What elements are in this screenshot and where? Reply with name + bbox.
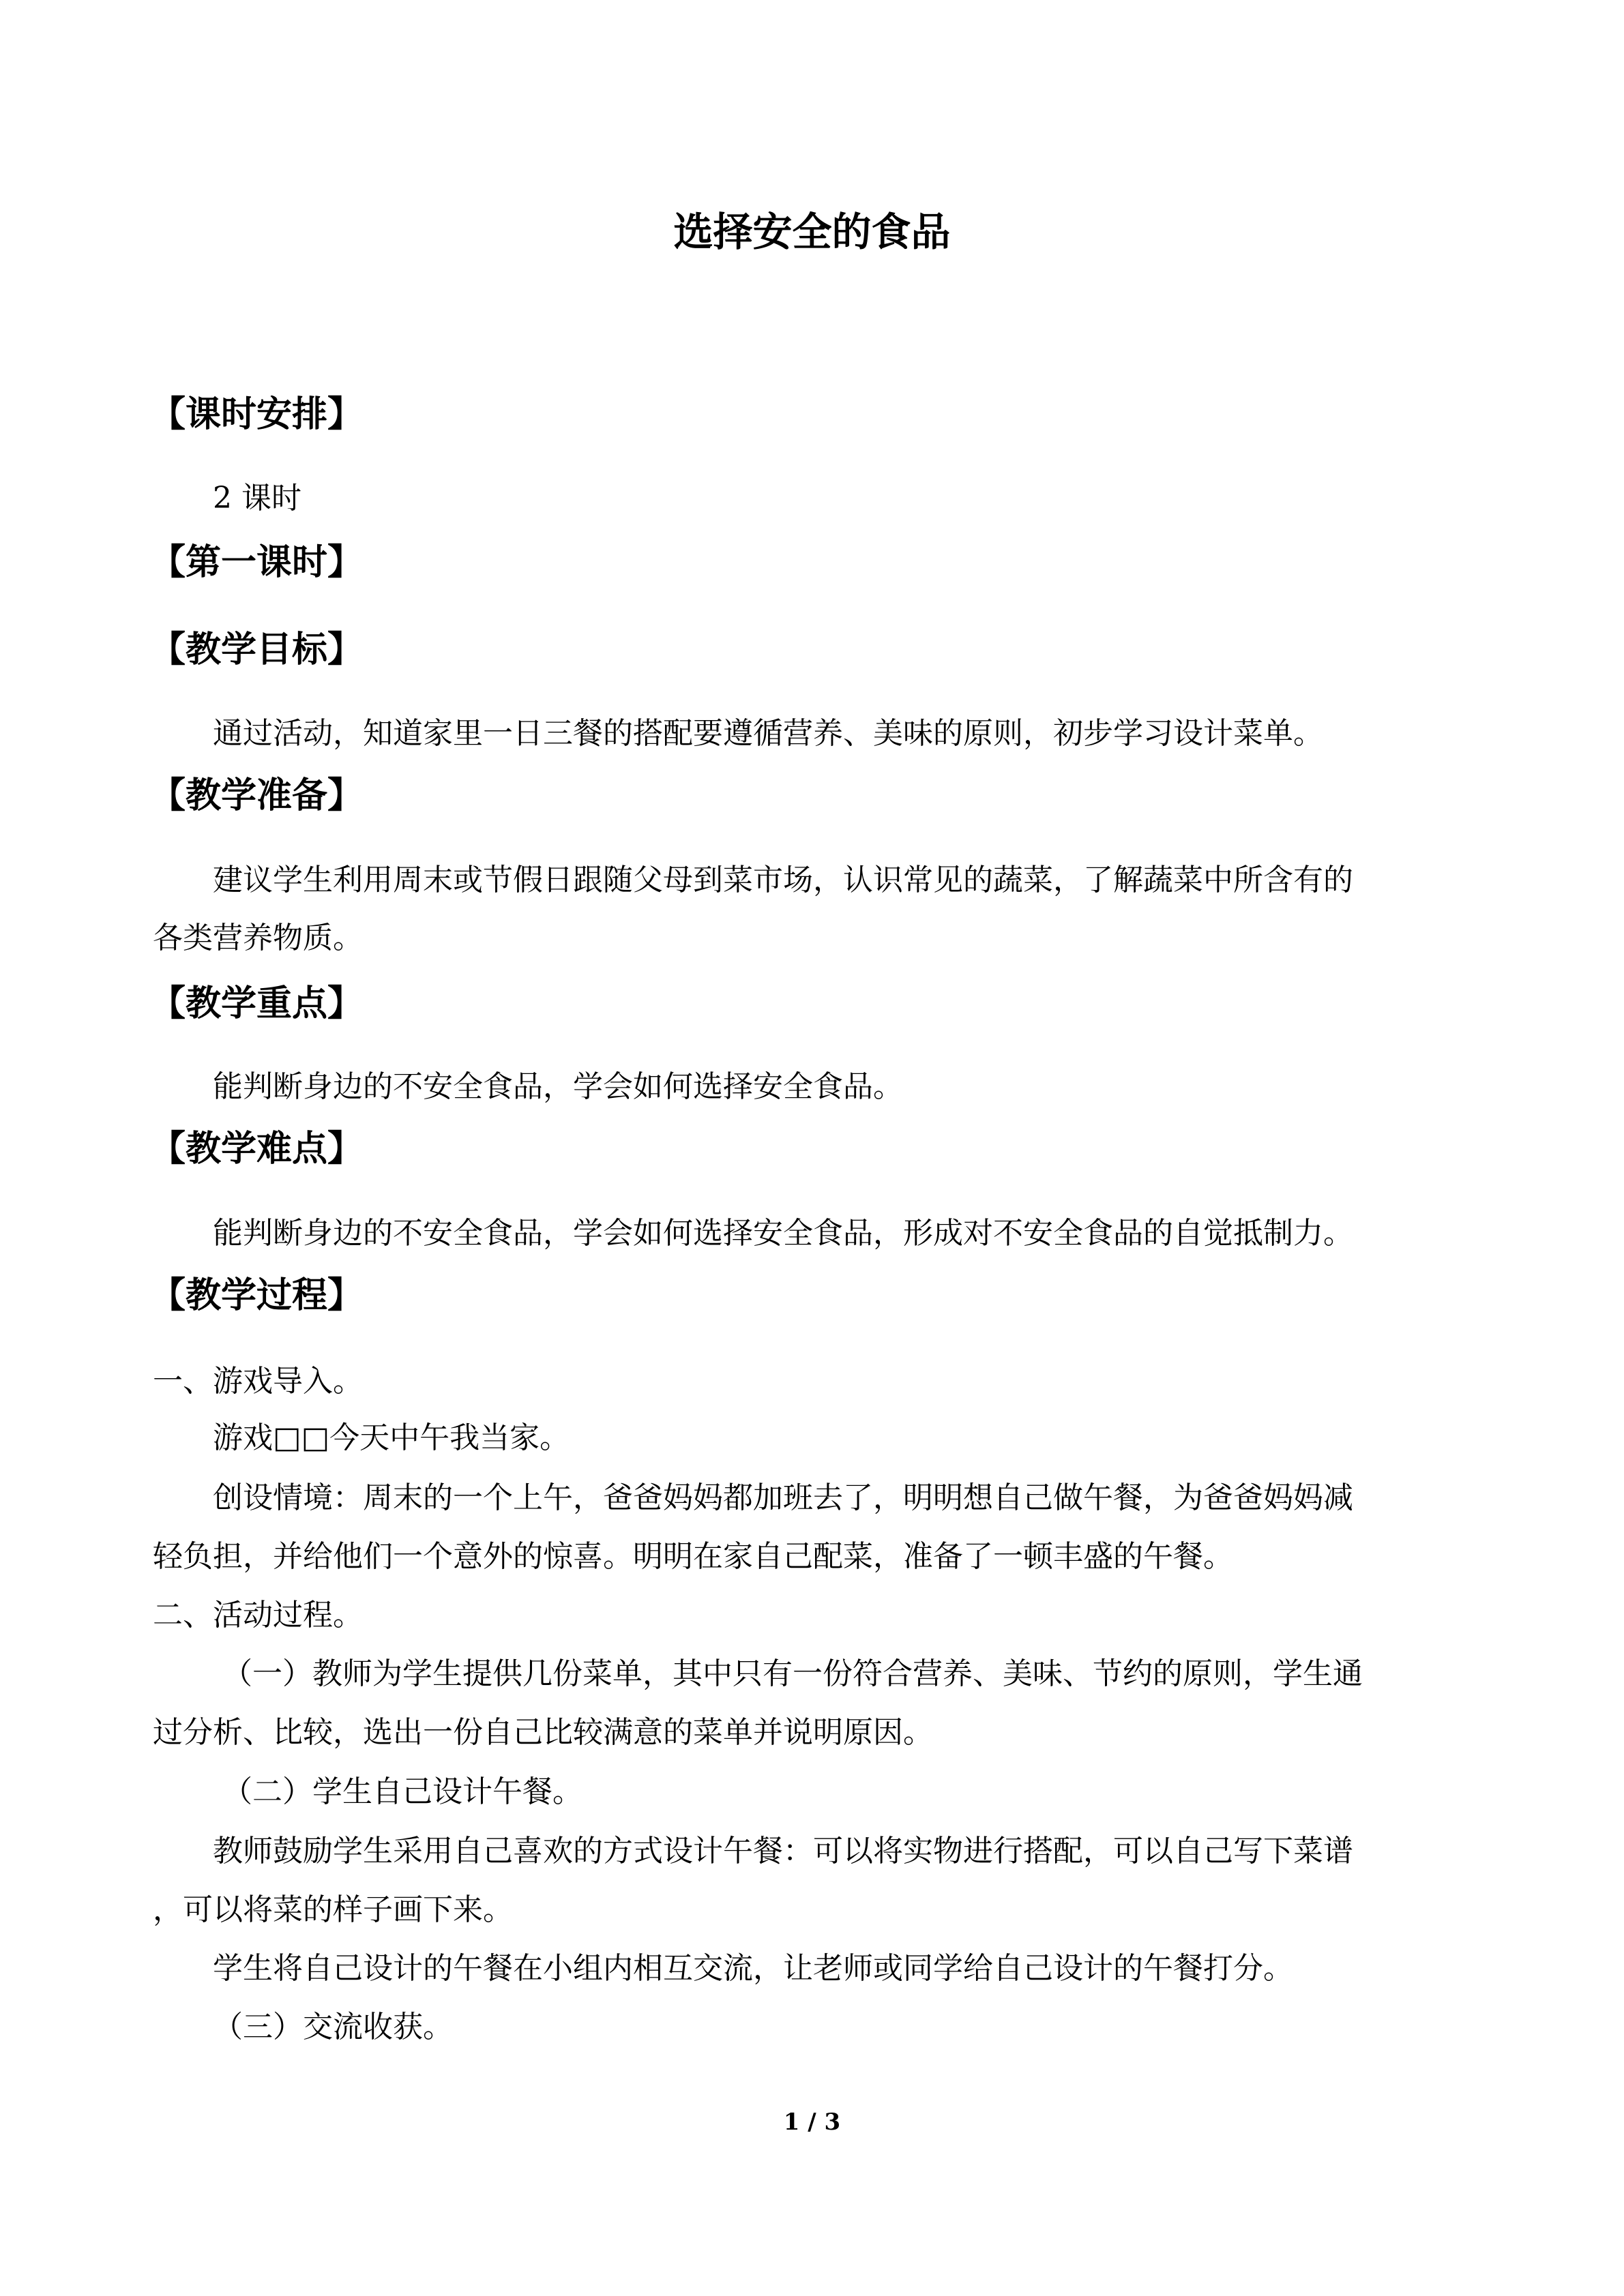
heading-key-points: 【教学重点】 [150,983,364,1024]
heading-preparation: 【教学准备】 [150,775,364,816]
sub2-title: （二）学生自己设计午餐。 [222,1774,582,1809]
scenario-line-2: 轻负担，并给他们一个意外的惊喜。明明在家自己配菜，准备了一顿丰盛的午餐。 [153,1539,1233,1574]
objectives-text: 通过活动，知道家里一日三餐的搭配要遵循营养、美味的原则，初步学习设计菜单。 [213,716,1323,751]
encourage-line-2: ，可以将菜的样子画下来。 [153,1892,513,1927]
exchange-line: 学生将自己设计的午餐在小组内相互交流，让老师或同学给自己设计的午餐打分。 [213,1951,1293,1986]
heading-difficulties: 【教学难点】 [150,1129,364,1169]
preparation-line-1: 建议学生利用周末或节假日跟随父母到菜市场，认识常见的蔬菜，了解蔬菜中所含有的 [213,863,1353,897]
sub1-line-1: （一）教师为学生提供几份菜单，其中只有一份符合营养、美味、节约的原则，学生通 [222,1656,1363,1691]
page-number: 1 / 3 [783,2108,841,2136]
heading-lesson1: 【第一课时】 [150,542,364,583]
schedule-text: 2 课时 [213,481,301,516]
document-title: 选择安全的食品 [673,209,951,255]
heading-process: 【教学过程】 [150,1275,364,1316]
heading-schedule: 【课时安排】 [150,394,364,435]
key-points-text: 能判断身边的不安全食品，学会如何选择安全食品。 [213,1069,903,1104]
preparation-line-2: 各类营养物质。 [153,921,363,955]
sub3-title: （三）交流收获。 [213,2010,453,2044]
game-line: 游戏□□今天中午我当家。 [213,1420,570,1455]
process-step-1-title: 一、游戏导入。 [153,1364,363,1399]
difficulties-text: 能判断身边的不安全食品，学会如何选择安全食品，形成对不安全食品的自觉抵制力。 [213,1216,1353,1251]
scenario-line-1: 创设情境：周末的一个上午，爸爸妈妈都加班去了，明明想自己做午餐，为爸爸妈妈减 [213,1480,1353,1515]
process-step-2-title: 二、活动过程。 [153,1598,363,1632]
sub1-line-2: 过分析、比较，选出一份自己比较满意的菜单并说明原因。 [153,1715,933,1750]
encourage-line-1: 教师鼓励学生采用自己喜欢的方式设计午餐：可以将实物进行搭配，可以自己写下菜谱 [213,1834,1353,1868]
heading-objectives: 【教学目标】 [150,629,364,670]
